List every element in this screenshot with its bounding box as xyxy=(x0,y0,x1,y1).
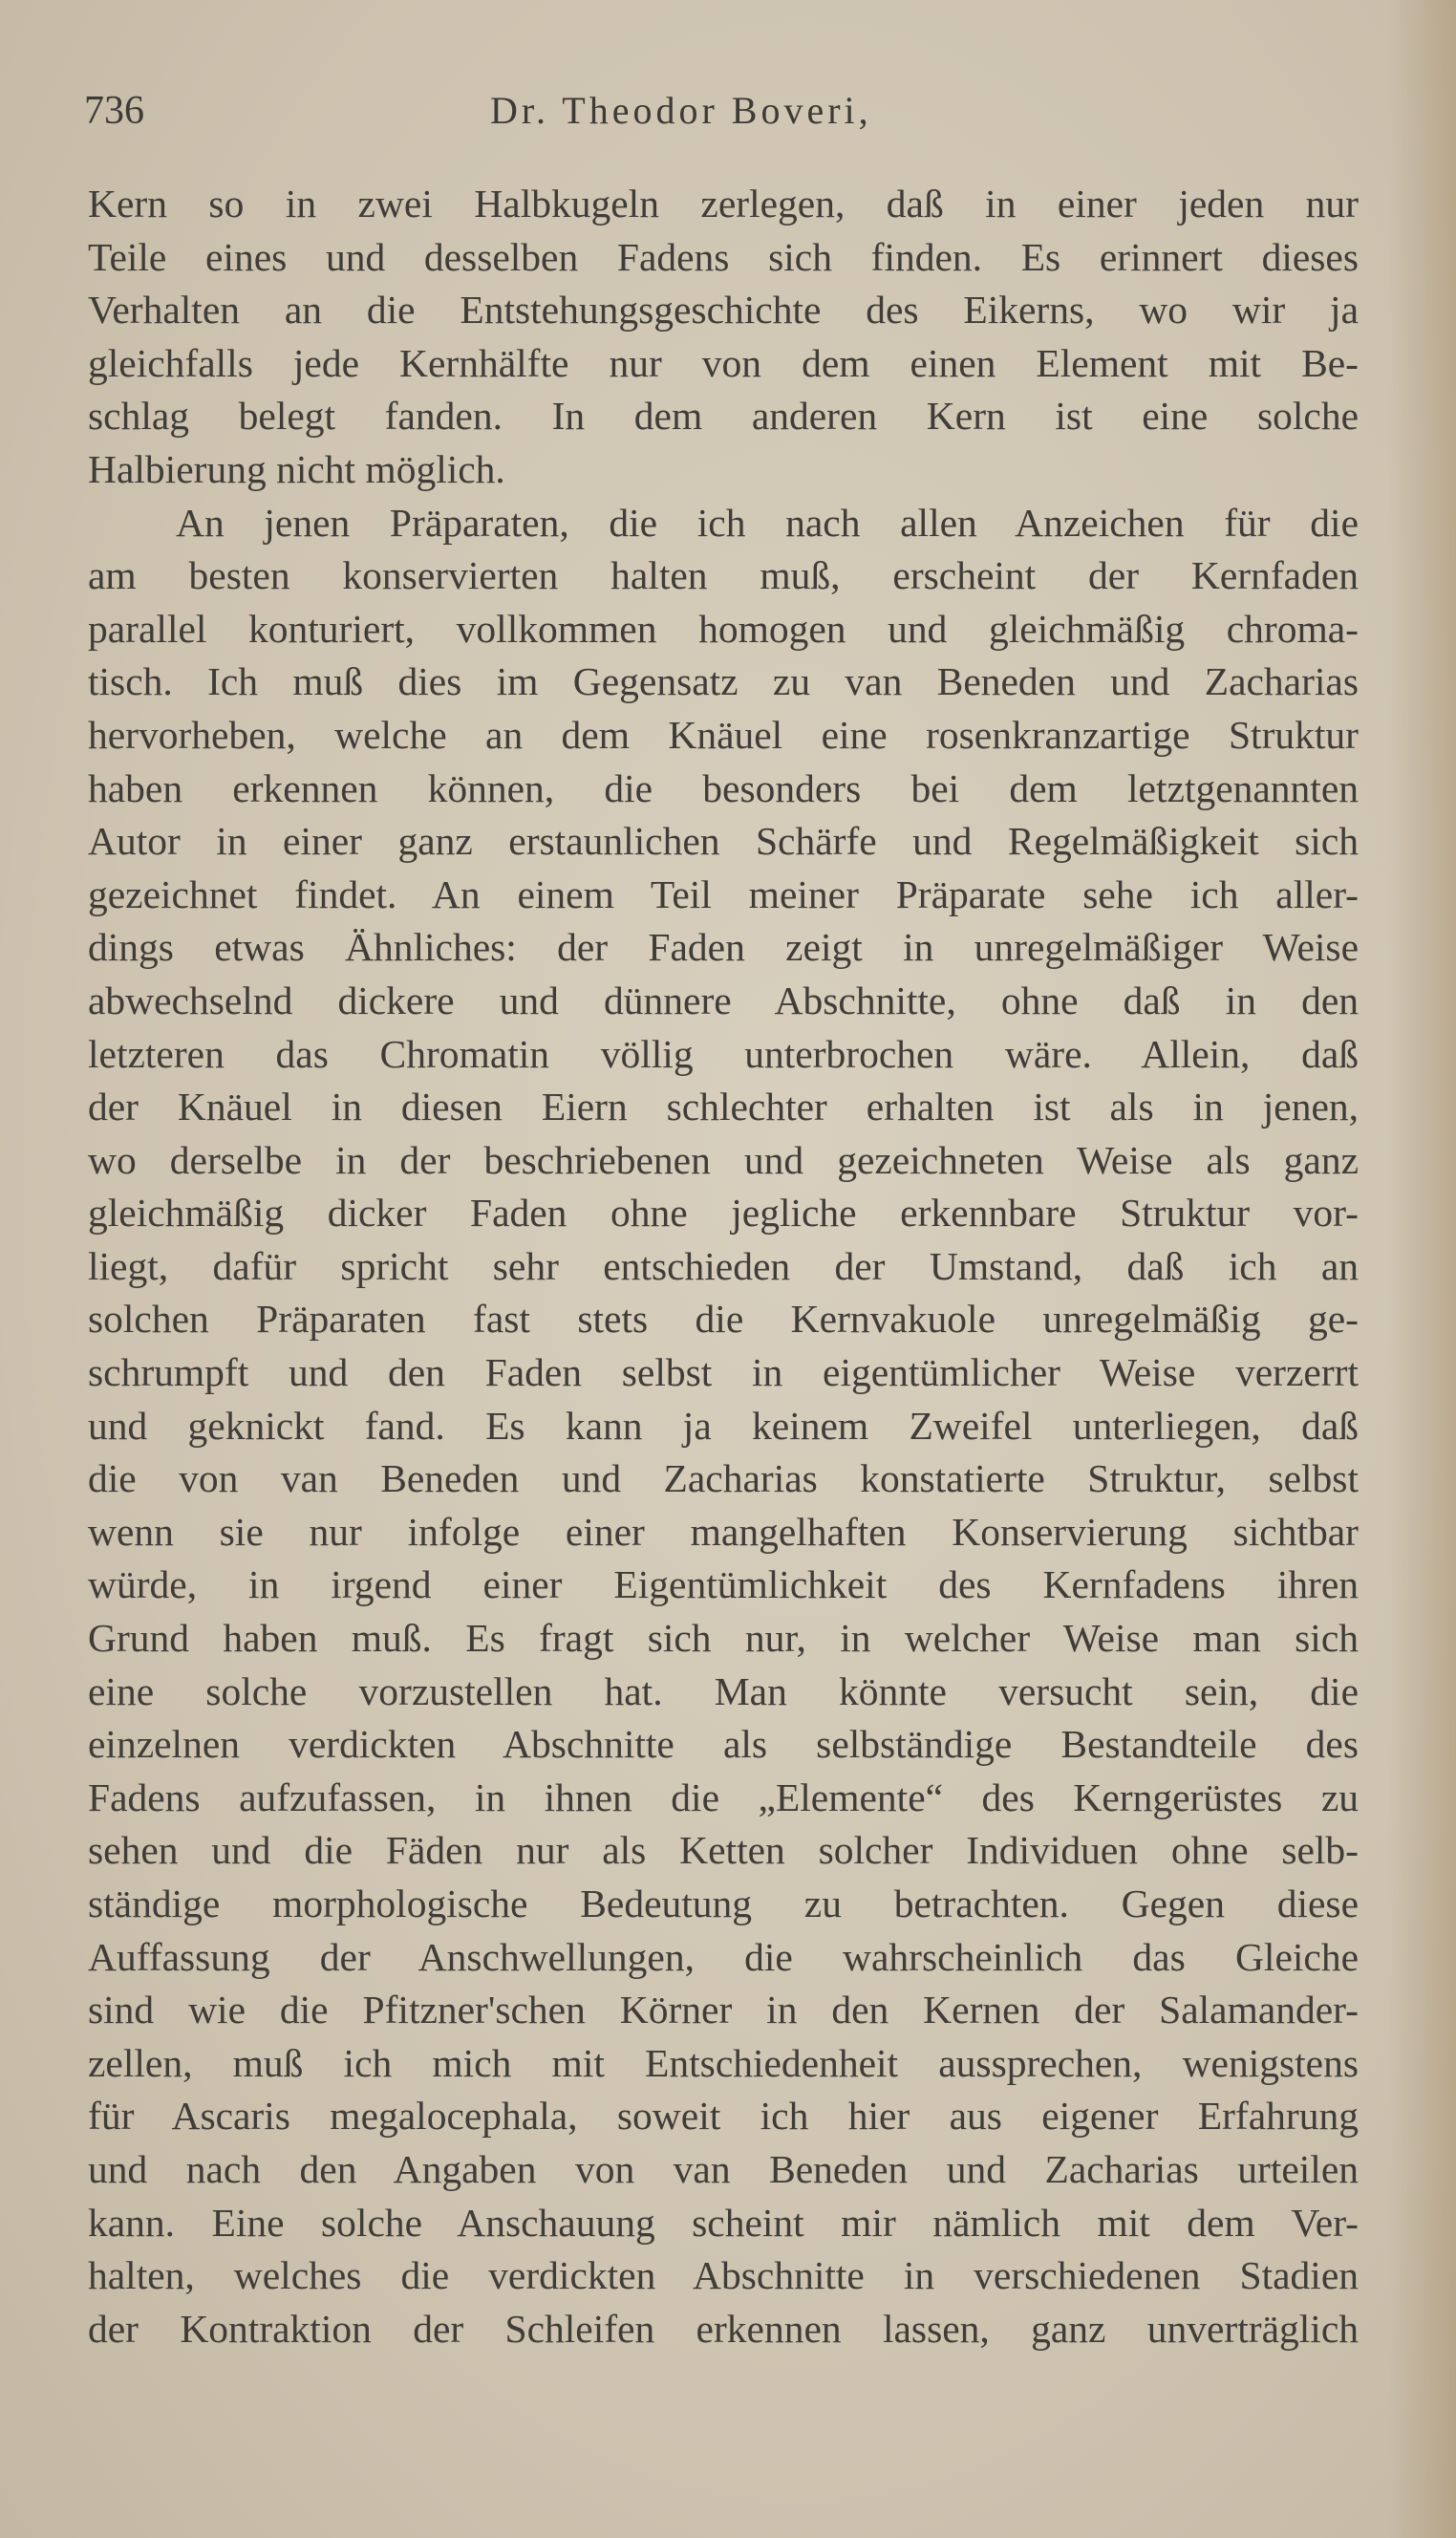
text-line: haben erkennen können, die besonders bei dem letztgenannten xyxy=(88,765,1359,810)
text-line: und nach den Angaben von van Beneden und Zacharias urteilen xyxy=(88,2146,1359,2191)
text-line: hervorheben, welche an dem Knäuel eine rosenkranzartige Struktur xyxy=(88,712,1359,757)
text-line: Autor in einer ganz erstaunlichen Schärfe und Regelmäßigkeit sich xyxy=(88,819,1359,864)
text-line: Grund haben muß. Es fragt sich nur, in welcher Weise man sich xyxy=(88,1616,1359,1661)
text-line: solchen Präparaten fast stets die Kernvakuole unregelmäßig ge- xyxy=(88,1297,1359,1342)
text-line: gleichmäßig dicker Faden ohne jegliche erkennbare Struktur vor- xyxy=(88,1191,1359,1236)
text-line: schlag belegt fanden. In dem anderen Kern ist eine solche xyxy=(88,394,1359,439)
text-line: ständige morphologische Bedeutung zu betrachten. Gegen diese xyxy=(88,1882,1359,1925)
page-number: 736 xyxy=(84,89,144,133)
text-line: letzteren das Chromatin völlig unterbrochen wäre. Allein, daß xyxy=(88,1031,1359,1076)
page-header xyxy=(84,88,1355,145)
running-head: Dr. Theodor Boveri, xyxy=(490,89,872,132)
text-line: gezeichnet findet. An einem Teil meiner Präparate sehe ich aller- xyxy=(88,871,1359,916)
text-line: und geknickt fand. Es kann ja keinem Zweifel unterliegen, daß xyxy=(88,1403,1359,1448)
text-line: der Kontraktion der Schleifen erkennen lassen, ganz unverträglich xyxy=(88,2306,1359,2351)
text-line: Halbierung nicht möglich. xyxy=(88,446,505,491)
text-line: würde, in irgend einer Eigentümlichkeit des Kernfadens ihren xyxy=(88,1562,1359,1607)
text-line: Verhalten an die Entstehungsgeschichte des Eikerns, wo wir ja xyxy=(88,288,1359,333)
text-line: schrumpft und den Faden selbst in eigentümlicher Weise verzerrt xyxy=(88,1350,1359,1395)
text-line: wenn sie nur infolge einer mangelhaften Konservierung sichtbar xyxy=(88,1509,1359,1554)
text-line: halten, welches die verdickten Abschnitte in verschiedenen Stadien xyxy=(88,2253,1359,2298)
text-line: dings etwas Ähnliches: der Faden zeigt in unregelmäßiger Weise xyxy=(88,925,1359,970)
text-line: Fadens aufzufassen, in ihnen die „Elemente“ des Kerngerüstes zu xyxy=(88,1774,1359,1819)
text-line: die von van Beneden und Zacharias konstatierte Struktur, selbst xyxy=(88,1456,1359,1501)
text-line: liegt, dafür spricht sehr entschieden der Umstand, daß ich an xyxy=(88,1243,1359,1288)
text-line: der Knäuel in diesen Eiern schlechter erhalten ist als in jenen, xyxy=(88,1085,1359,1129)
text-line: abwechselnd dickere und dünnere Abschnitte, ohne daß in den xyxy=(88,978,1359,1022)
text-line: Kern so in zwei Halbkugeln zerlegen, daß in einer jeden nur xyxy=(88,182,1359,226)
text-line: wo derselbe in der beschriebenen und gezeichneten Weise als ganz xyxy=(88,1137,1359,1182)
text-line: einzelnen verdickten Abschnitte als selbständige Bestandteile des xyxy=(88,1722,1359,1767)
text-line: gleichfalls jede Kernhälfte nur von dem einen Element mit Be- xyxy=(88,340,1359,385)
body-text xyxy=(88,178,1359,2355)
text-line: Auffassung der Anschwellungen, die wahrscheinlich das Gleiche xyxy=(88,1934,1359,1979)
text-line: am besten konservierten halten muß, erscheint der Kernfaden xyxy=(88,553,1359,598)
text-line: sind wie die Pfitzner'schen Körner in den Kernen der Salamander- xyxy=(88,1988,1359,2033)
text-line: für Ascaris megalocephala, soweit ich hier aus eigener Erfahrung xyxy=(88,2094,1359,2139)
text-line: zellen, muß ich mich mit Entschiedenheit aussprechen, wenigstens xyxy=(88,2040,1359,2085)
paragraph-start-line: An jenen Präparaten, die ich nach allen Anzeichen für die xyxy=(176,500,1359,545)
text-line: kann. Eine solche Anschauung scheint mir nämlich mit dem Ver- xyxy=(88,2200,1359,2245)
text-line: Teile eines und desselben Fadens sich finden. Es erinnert dieses xyxy=(88,234,1359,279)
text-line: sehen und die Fäden nur als Ketten solcher Individuen ohne selb- xyxy=(88,1828,1359,1873)
text-line: tisch. Ich muß dies im Gegensatz zu van Beneden und Zacharias xyxy=(88,659,1359,704)
text-line: eine solche vorzustellen hat. Man könnte versucht sein, die xyxy=(88,1668,1359,1713)
text-line: parallel konturiert, vollkommen homogen und gleichmäßig chroma- xyxy=(88,606,1359,651)
